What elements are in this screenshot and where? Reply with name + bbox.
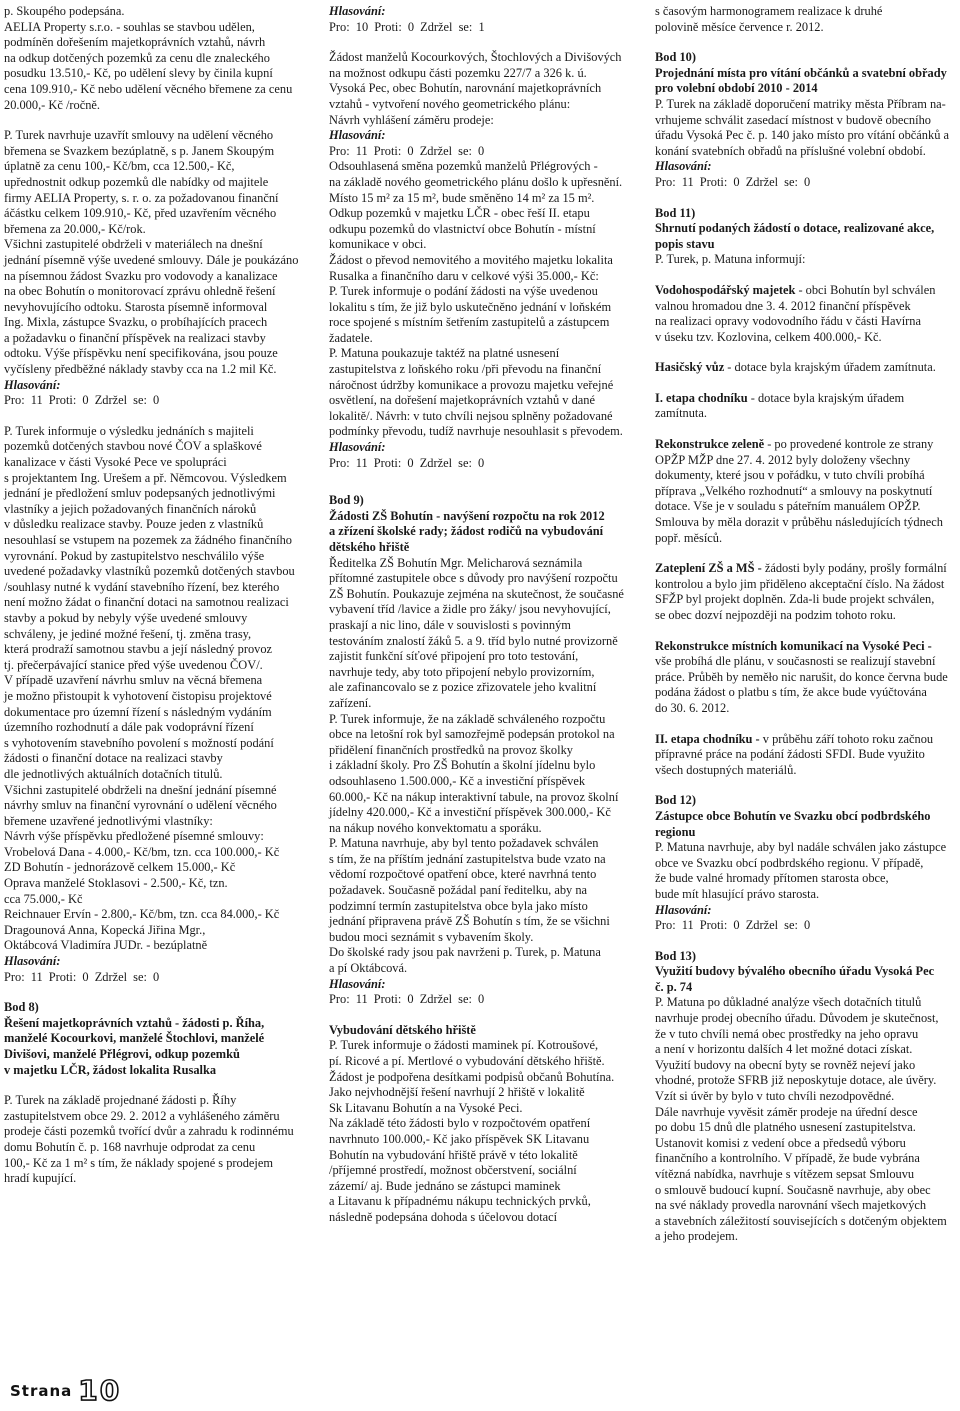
paragraph-text: - po provedené kontrole ze strany OPŽP MŽP dne 27. 4. 2012 byly doloženy všechny dokumenty, které jsou v pořádku, v tuto chvíli probíhá příprava „Velkého rozhodnutí“ a smlouvy na poskytnutí dotace. Vše je v souladu s páteřním manuálem OPŽP. Smlouva by měla dorazit v průběhu následujících týdnech popř. měsíců. [655,437,944,545]
paragraph-komunikace [655,639,955,717]
vote-heading: Hlasování: [655,159,712,174]
paragraph-vodohospodarsky [655,283,955,345]
paragraph: P. Matuna po důkladné analýze všech dotačních titulů navrhuje prodej obecního úřadu. Důvodem je skutečnost, že v tuto chvíli nemá obec prostředky na jeho opravu a není v horizontu dalších 4 let možné dotaci získat. Využití budovy na obecní byty se rovněž nejeví jako vhodné, protože SFRB již neposkytuje dotace, ale úvěry. Vzít si úvěr by bylo v tuto chvíli nezodpovědné. Dále navrhuje vyvěsit záměr prodeje na úřední desce po dobu 15 dnů dle platného usnesení zastupitelstva. Ustanovit komisi z vedení obce a předsedů výboru finančního a kontrolního. V případě, že bude vybrána vítězná nabídka, navrhuje s vítězem sepsat Smlouvu o smlouvě budoucí kupní. Současně navrhuje, aby obec na své náklady provedla narovnání všech majetkových a stavebních záležitostí souvisejících s dotčeným objektem a jeho prodejem. [655,995,947,1244]
paragraph-text: - dotace byla krajským úřadem zamítnuta. [655,390,905,421]
section-title: Bod 13) Využití budovy bývalého obecního úřadu Vysoká Pec č. p. 74 [655,948,935,994]
paragraph-zatepleni [655,561,955,623]
vote-heading: Hlasování: [329,4,386,18]
vote-heading: Hlasování: [329,976,386,991]
paragraph-etapa1 [655,391,955,422]
paragraph-text: vše probíhá dle plánu, v současnosti se realizují stavební práce. Průběh by neměło nic narušit, do konce června bude podána žádost o platbu s tím, že akce bude vyúčtována do 30. 6. 2012. [655,654,948,715]
paragraph: Odsouhlasená směna pozemků manželů Přlégrových - na základě nového geometrického plánu došlo k upřesnění. Místo 15 m² za 15 m², bude směněno 14 m² za 15 m². Odkup pozemků v majetku LČR - obec řeší II. etapu odkupu pozemků do vlastnictví obce Bohutín - místní komunikace v obci. Žádost o převod nemovitého a movitého majetku lokalita Rusalka a finančního daru v celkové výši 35.000,- Kč: P. Turek informuje o podání žádosti na výše uvedenou lokalitu s tím, že již bylo uskutečněno jednání v loňském roce spojené s místním šetřením zastupitelů a zástupcem žadatele. P. Matuna poukazuje taktéž na platné usnesení zastupitelstva z loňského roku /při převodu na finanční náročnost údržby komunikace a provozu majetku veřejné osvětlení, na dořešení majetkoprávních vztahů v dané lokalitě/. Návrh: v tuto chvíli nejsou splněny požadované podmínky převodu, tudíž navrhuje nesouhlasit s převodem. [329,159,623,439]
vote-heading: Hlasování: [329,440,386,455]
paragraph: s časovým harmonogramem realizace k druhé polovině měsíce července r. 2012. [655,4,883,34]
paragraph-hasicsky [655,360,955,376]
vote-result: Pro: 11 Proti: 0 Zdržel se: 0 [655,174,811,189]
bold-lead: II. etapa chodníku - [655,731,760,746]
page-label: Strana [10,1382,73,1400]
paragraph: P. Turek informuje o žádosti maminek pí. Kotroušové, pí. Ricové a pí. Mertlové o vybudování dětského hřiště. Žádost je podpořena desítkami podpisů občanů Bohutína. Jako nejvhodnější řešení navrhují 2 hřiště v lokalitě Sk Litavanu Bohutín a na Vysoké Peci. Na základě této žádosti bylo v rozpočtovém opatření navrhnuto 100.000,- Kč jako příspěvek SK Litavanu Bohutín na vybudování hřiště právě v této lokalitě /příjemné prostředí, možnost občerstvení, sociální zázemí/ aj. Bude jednáno se zástupci maminek a Litavanu k případnému nákupu technických prvků, následně podepsána dohoda s účelovou dotací [329,1038,615,1224]
column-right [655,4,955,1245]
bold-lead: Zateplení ZŠ a MŠ - [655,561,762,576]
vote-heading: Hlasování: [655,902,712,917]
column-left [4,4,306,1187]
bold-lead: Vodohospodářský majetek [655,282,796,297]
paragraph: P. Matuna navrhuje, aby byl nadále schválen jako zástupce obce ve Svazku obcí podbrdského regionu. V případě, že bude valné hromady přítomen starosta obce, bude mít hlasující právo starosta. [655,840,947,901]
paragraph: P. Turek, p. Matuna informují: [655,252,806,267]
paragraph: P. Turek na základě projednané žádosti p. Říhy zastupitelstvem obce 29. 2. 2012 a vyhlášeného záměru prodeje části pozemků tvořící dvůr a zahradu k rodinnému domu Bohutín č. p. 168 navrhuje odprodat za cenu 100,- Kč za 1 m² s tím, že náklady spojené s prodejem hradí kupující. [4,1093,294,1186]
vote-heading: Hlasování: [4,377,61,392]
page-footer [10,1376,121,1406]
bold-lead: I. etapa chodníku [655,390,748,405]
paragraph: Žádost manželů Kocourkových, Štochlových a Divišových na možnost odkupu části pozemku 227/7 a 326 k. ú. Vysoká Pec, obec Bohutín, narovnání majetkoprávních vztahů - vytvoření nového geometrického plánu: Návrh vyhlášení záměru prodeje: [329,50,622,127]
bold-lead: Rekonstrukce místních komunikací na Vysoké Peci - [655,638,932,653]
paragraph-etapa2 [655,732,955,779]
section-title: Vybudování dětského hřiště [329,1022,476,1037]
paragraph: P. Turek informuje o výsledku jednáních s majiteli pozemků dotčených stavbou nové ČOV a splaškové kanalizace v části Vysoké Pece ve spolupráci s projektantem Ing. Urešem a př. Němcovou. Výsledkem jednání je předložení smluv podepsaných jednotlivými vlastníky a jejich požadovaných finančních nároků v důsledku realizace stavby. Pouze jeden z vlastníků nesouhlasí se vstupem na pozemek za žádného finančního vyrovnání. Pokud by zastupitelstvo neschválilo výše uvedené požadavky vlastníků pozemků dotčených stavbou /souhlasy nutné k vydání stavebního řízení, bez kterého není možno žádat o finanční dotaci na samotnou realizaci stavby a pokud by nebyly výše uvedené smlouvy schváleny, je jediné možné řešení, tj. změna trasy, která prodraží samotnou stavbu a její následný provoz tj. přečerpávající stanice před výše uvedenou ČOV/. V případě uzavření návrhu smluv na věcná břemena je možno přistoupit k vyhotovení čistopisu projektové dokumentace pro územní řízení s následným vydáním územního rozhodnutí a dále pak vodoprávní řízení s vyhotovením stavebního povolení s možností podání žádosti o finanční dotace na realizaci stavby dle jednotlivých aktuálních dotačních titulů. Všichni zastupitelé obdrželi na dnešní jednání písemné návrhy smluv na finanční vyrovnání o udělení věcného břemene uzavřené jednotlivými vlastníky: Návrh výše příspěvku předložené písemné smlouvy: Vrobelová Dana - 4.000,- Kč/bm, tzn. cca 100.000,- Kč ZD Bohutín - jednorázově celkem 15.000,- Kč Oprava manželé Stoklasovi - 2.500,- Kč, tzn. cca 75.000,- Kč Reichnauer Ervín - 2.800,- Kč/bm, tzn. cca 84.000,- Kč Dragounová Anna, Kopecká Jiřina Mgr., Oktábcová Vladimíra JUDr. - bezúplatně [4,423,295,953]
paragraph: P. Turek na základě doporučení matriky města Příbram na- vrhujeme schválit zasedací místnost v budově obecního úřadu Vysoká Pec č. p. 140 jako místo pro vítání občánků a konání svatebních obřadů na příslušné volební období. [655,96,949,158]
vote-result: Pro: 10 Proti: 0 Zdržel se: 1 [329,19,485,34]
paragraph: P. Turek navrhuje uzavřít smlouvy na udělení věcného břemena se Svazkem bezúplatně, s p. Janem Skoupým úplatně za cenu 100,- Kč/bm, cca 12.500,- Kč, upřednostnit odkup pozemků dle nabídky od majitele firmy AELIA Property, s. r. o. za požadovanou finanční áčástku celkem 109.910,- Kč, před uzavřením věcného břemena za 20.000,- Kč/rok. Všichni zastupitelé obdrželi v materiálech na dnešní jednání písemně výše uvedené smlouvy. Dále je poukázáno na písemnou žádost Svazku pro vodovody a kanalizace na obec Bohutín o monitorovací zprávu ohledně řešení nevyhovujícího odtoku. Starosta písemně informoval Ing. Mixla, zástupce Svazku, o probíhajících pracech a požadavku o finanční příspěvek na realizaci stavby odtoku. Výše příspěvku není specifikována, jsou pouze vyčísleny předběžné náklady stavby cca na 1.2 mil Kč. [4,128,299,377]
paragraph-text: - obci Bohutín byl schválen valnou hromadou dne 3. 4. 2012 finanční příspěvek na realizaci opravy vodovodního řádu v části Havírna v úseku tzv. Kozlovina, celkem 400.000,- Kč. [655,282,936,344]
vote-result: Pro: 11 Proti: 0 Zdržel se: 0 [329,455,485,470]
bold-lead: Hasičský vůz [655,360,725,375]
page-number: 10 [78,1374,122,1407]
vote-result: Pro: 11 Proti: 0 Zdržel se: 0 [655,918,811,933]
paragraph: p. Skoupého podepsána. AELIA Property s.r.o. - souhlas se stavbou udělen, podmíněn dořešením majetkoprávních vztahů, návrh na odkup dotčených pozemků za cenu dle znaleckého posudku 13.510,- Kč, po udělení slevy by činila kupní cena 109.910,- Kč nebo udělení věcného břemene za cenu 20.000,- Kč /ročně. [4,4,293,112]
vote-heading: Hlasování: [329,128,386,143]
paragraph-zelen [655,437,955,546]
vote-heading: Hlasování: [4,954,61,969]
section-title: Bod 8) Řešení majetkoprávních vztahů - žádosti p. Říha, manželé Kocourkovi, manželé Štochlovi, manželé Divišovi, manželé Přlégrovi, odkup pozemků v majetku LČR, žádost lokalita Rusalka [4,1000,265,1077]
section-title: Bod 10) Projednání místa pro vítání občánků a svatební obřady pro volební období 2010 - 2014 [655,50,947,96]
vote-result: Pro: 11 Proti: 0 Zdržel se: 0 [4,393,160,408]
paragraph-text: žádosti byly podány, prošly formální kontrolou a bylo jim přiděleno akceptační číslo. Na žádost SFŽP byl projekt doplněn. Zda-li bude projekt schválen, se obec dozví nejpozději na podzim tohoto roku. [655,561,947,622]
paragraph-text: - dotace byla krajským úřadem zamítnuta. [724,360,936,375]
vote-result: Pro: 11 Proti: 0 Zdržel se: 0 [329,992,485,1007]
section-title: Bod 9) Žádosti ZŠ Bohutín - navýšení rozpočtu na rok 2012 a zřízení školské rady; žádost rodičů na vybudování dětského hřiště [329,493,605,554]
column-middle [329,4,631,1226]
bold-lead: Rekonstrukce zeleně [655,437,765,452]
paragraph-text: v průběhu září tohoto roku začnou přípravné práce na podání žádosti SFDI. Bude využito všech dostupných materiálů. [655,731,934,777]
paragraph: Ředitelka ZŠ Bohutín Mgr. Melicharová seznámila přítomné zastupitele obce s důvody pro navýšení rozpočtu ZŠ Bohutín. Poukazuje zejména na skutečnost, že současné vybavení tříd /lavice a židle pro žáky/ jsou nevyhovující, praskají a nic lino, dále v souvislosti s povinným testováním znalostí žáků 5. a 9. tříd bylo nutné provizorně zajistit funkční síťové připojení pro toto testování, navrhuje tedy, aby toto připojení nebylo provizorním, ale zafinancovalo se z pozice zřizovatele jeho kvalitní zařízení. P. Turek informuje, že na základě schváleného rozpočtu obce na letošní rok byl samozřejmě podepsán protokol na přidělení finančních prostředků na provoz školky i základní školy. Pro ZŠ Bohutín a školní jídelnu bylo odsouhlaseno 1.500.000,- Kč a investiční příspěvek 60.000,- Kč na nákup interaktivní tabule, na provoz školní jídelny 420.000,- Kč a investiční příspěvek 300.000,- Kč na nákup nového konvektomatu a sporáku. P. Matuna navrhuje, aby byl tento požadavek schválen s tím, že na příštím jednání zastupitelstva bude vzato na vědomí rozpočtové opatření obce, které navrhná tento požadavek. Současně požádal paní ředitelku, aby na podzimní termín zastupitelstva obce byla jako místo jednání připravena právě ZŠ Bohutín s tím, že se všichni budou moci seznámit s vybavením školy. Do školské rady jsou pak navrženi p. Turek, p. Matuna a pí Oktábcová. [329,555,624,976]
vote-result: Pro: 11 Proti: 0 Zdržel se: 0 [4,969,160,984]
section-title: Bod 12) Zástupce obce Bohutín ve Svazku obcí podbrdského regionu [655,793,931,839]
vote-result: Pro: 11 Proti: 0 Zdržel se: 0 [329,143,485,158]
section-title: Bod 11) Shrnutí podaných žádostí o dotace, realizované akce, popis stavu [655,205,935,251]
